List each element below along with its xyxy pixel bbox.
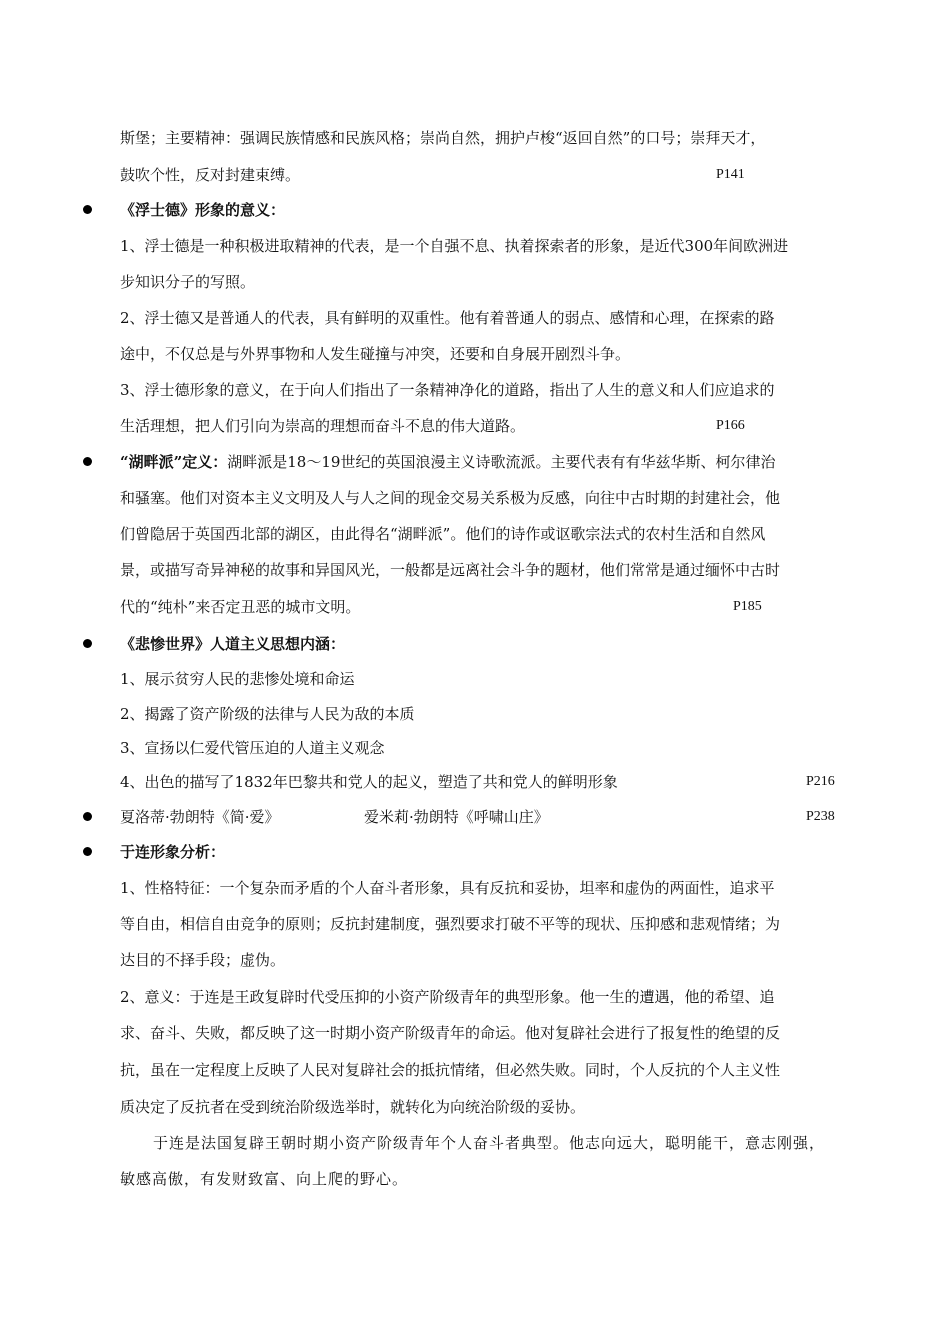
faust-p3-line-1: 3、浮士德形象的意义，在于向人们指出了一条精神净化的道路，指出了人生的意义和人们应追求的 (120, 381, 775, 399)
julien-p1-line-1: 1、性格特征：一个复杂而矛盾的个人奋斗者形象，具有反抗和妥协，坦率和虚伪的两面性，追求平 (120, 879, 775, 897)
julien-p2-line-4: 质决定了反抗者在受到统治阶级选举时，就转化为向统治阶级的妥协。 (120, 1098, 586, 1116)
page-ref-p185: P185 (733, 599, 762, 614)
bullet-icon (83, 639, 92, 648)
bullet-icon (83, 812, 92, 821)
page-ref-p166: P166 (716, 418, 745, 433)
bullet-icon (83, 457, 92, 466)
lake-line-3: 们曾隐居于英国西北部的湖区，由此得名“湖畔派”。他们的诗作或讴歌宗法式的农村生活和自然风 (120, 525, 766, 543)
bullet-icon (83, 847, 92, 856)
page-ref-p238: P238 (806, 809, 835, 824)
miserables-item-4: 4、出色的描写了1832年巴黎共和党人的起义，塑造了共和党人的鲜明形象 (120, 773, 618, 791)
bullet-icon (83, 205, 92, 214)
faust-p2-line-1: 2、浮士德又是普通人的代表，具有鲜明的双重性。他有着普通人的弱点、感情和心理，在探索的路 (120, 309, 775, 327)
julien-summary-line-1: 于连是法国复辟王朝时期小资产阶级青年个人奋斗者典型。他志向远大，聪明能干，意志刚强， (153, 1134, 826, 1152)
page-ref-p216: P216 (806, 774, 835, 789)
julien-summary-line-2: 敏感高傲，有发财致富、向上爬的野心。 (120, 1170, 409, 1188)
lake-heading: “湖畔派”定义： (120, 453, 228, 471)
page-ref-p141: P141 (716, 167, 745, 182)
miserables-heading: 《悲惨世界》人道主义思想内涵： (120, 635, 346, 653)
julien-p1-line-3: 达目的不择手段；虚伪。 (120, 951, 286, 969)
lake-line-5: 代的“纯朴”来否定丑恶的城市文明。 (120, 598, 361, 616)
intro-line-2: 鼓吹个性，反对封建束缚。 (120, 166, 301, 184)
miserables-item-3: 3、宣扬以仁爱代管压迫的人道主义观念 (120, 739, 385, 757)
julien-heading: 于连形象分析： (120, 843, 226, 861)
faust-p3-line-2: 生活理想，把人们引向为崇高的理想而奋斗不息的伟大道路。 (120, 417, 526, 435)
julien-p2-line-2: 求、奋斗、失败，都反映了这一时期小资产阶级青年的命运。他对复辟社会进行了报复性的绝望的反 (120, 1024, 781, 1042)
bronte-charlotte: 夏洛蒂·勃朗特《简·爱》 (120, 808, 280, 826)
faust-heading: 《浮士德》形象的意义： (120, 201, 286, 219)
faust-p2-line-2: 途中，不仅总是与外界事物和人发生碰撞与冲突，还要和自身展开剧烈斗争。 (120, 345, 631, 363)
julien-p1-line-2: 等自由，相信自由竞争的原则；反抗封建制度，强烈要求打破不平等的现状、压抑感和悲观情绪；为 (120, 915, 781, 933)
faust-p1-line-1: 1、浮士德是一种积极进取精神的代表，是一个自强不息、执着探索者的形象，是近代300年间欧洲进 (120, 237, 789, 255)
miserables-item-1: 1、展示贫穷人民的悲惨处境和命运 (120, 670, 355, 688)
intro-line-1: 斯堡；主要精神：强调民族情感和民族风格；崇尚自然，拥护卢梭“返回自然”的口号；崇拜天才， (120, 129, 766, 147)
bronte-emily: 爱米莉·勃朗特《呼啸山庄》 (364, 808, 549, 826)
lake-line-1-text: 湖畔派是18～19世纪的英国浪漫主义诗歌流派。主要代表有有华兹华斯、柯尔律治 (227, 453, 776, 471)
julien-p2-line-3: 抗，虽在一定程度上反映了人民对复辟社会的抵抗情绪，但必然失败。同时，个人反抗的个人主义性 (120, 1061, 781, 1079)
faust-p1-line-2: 步知识分子的写照。 (120, 273, 256, 291)
miserables-item-2: 2、揭露了资产阶级的法律与人民为敌的本质 (120, 705, 415, 723)
lake-line-1 (120, 452, 775, 472)
lake-line-4: 景，或描写奇异神秘的故事和异国风光，一般都是远离社会斗争的题材，他们常常是通过缅怀中古时 (120, 561, 781, 579)
julien-p2-line-1: 2、意义：于连是王政复辟时代受压抑的小资产阶级青年的典型形象。他一生的遭遇，他的希望、追 (120, 988, 775, 1006)
lake-line-2: 和骚塞。他们对资本主义文明及人与人之间的现金交易关系极为反感，向往中古时期的封建社会，他 (120, 489, 781, 507)
